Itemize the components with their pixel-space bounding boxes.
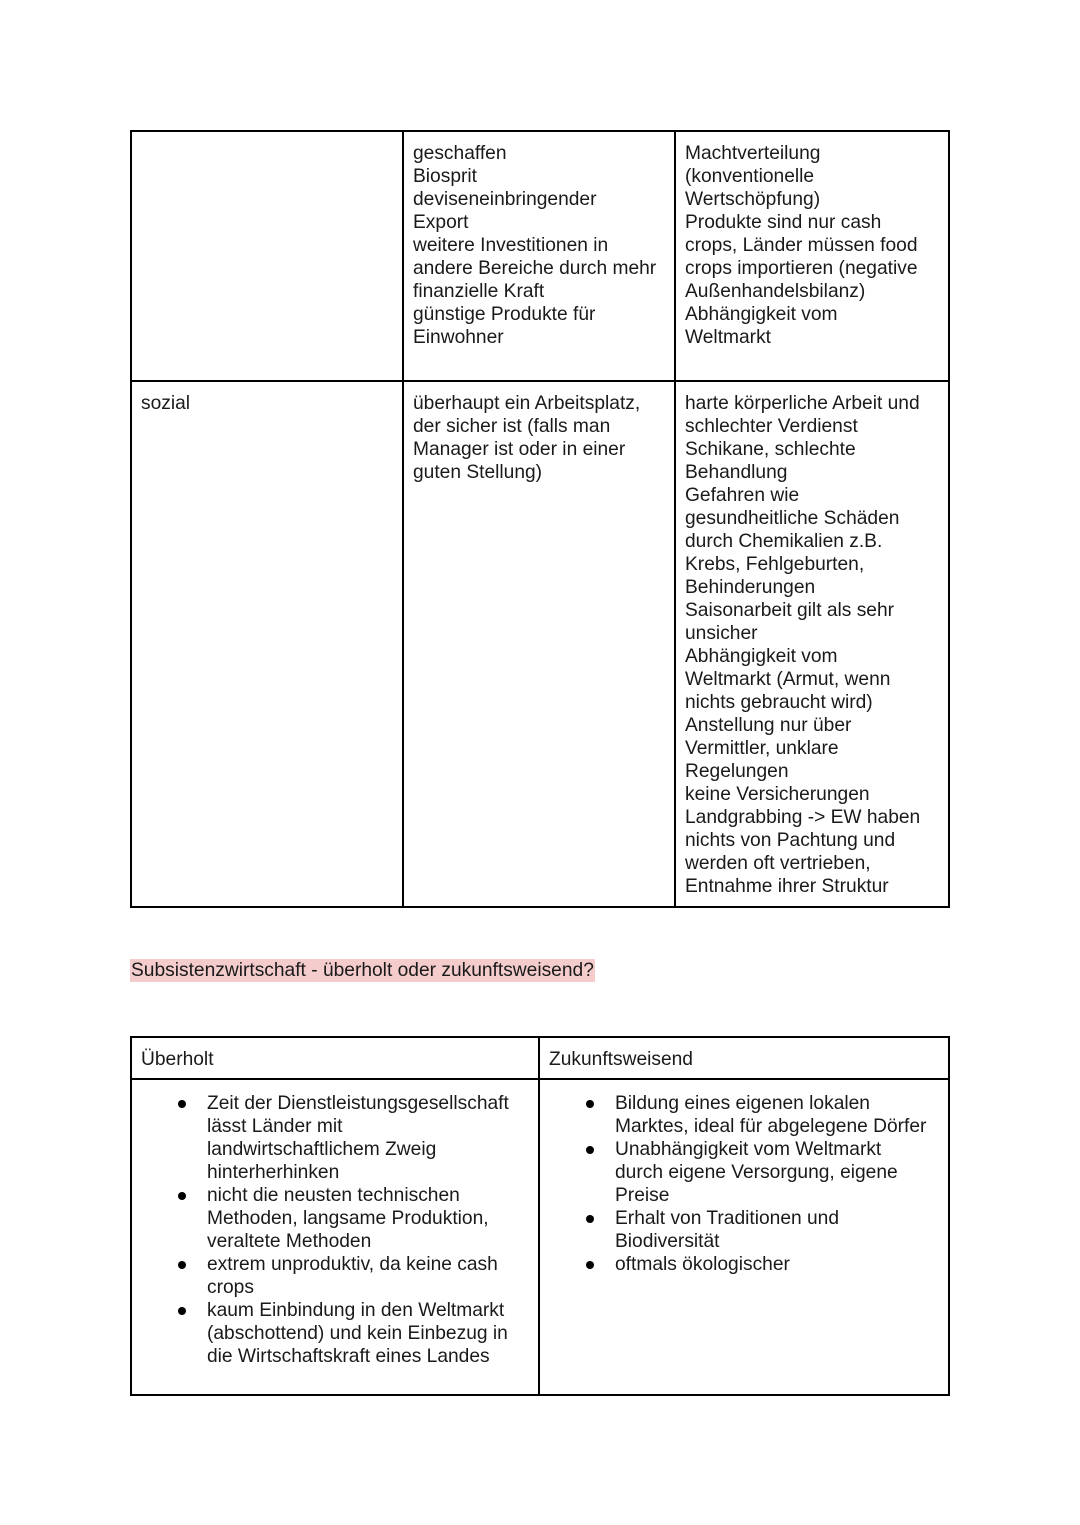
cell-line: werden oft vertrieben, <box>685 853 871 874</box>
cell-line: harte körperliche Arbeit und <box>685 393 920 414</box>
list-item-line: (abschottend) und kein Einbezug in <box>207 1323 508 1344</box>
cell-line: Saisonarbeit gilt als sehr <box>685 600 895 621</box>
list-item-line: Erhalt von Traditionen und <box>615 1208 840 1229</box>
cell-line: nichts von Pachtung und <box>685 830 896 851</box>
future-cell <box>539 1079 949 1395</box>
cell-line: geschaffen <box>413 143 507 164</box>
comparison-table <box>130 130 950 908</box>
outdated-list <box>141 1092 530 1368</box>
list-item <box>207 1299 530 1368</box>
cell-line: Einwohner <box>413 327 504 348</box>
cell-line: keine Versicherungen <box>685 784 870 805</box>
cell-line: schlechter Verdienst <box>685 416 858 437</box>
list-item-line: durch eigene Versorgung, eigene <box>615 1162 898 1183</box>
cell-line: Machtverteilung <box>685 143 821 164</box>
header-outdated: Überholt <box>131 1037 539 1079</box>
cell-line: Produkte sind nur cash <box>685 212 882 233</box>
cell-line: weitere Investitionen in <box>413 235 609 256</box>
cell-line: überhaupt ein Arbeitsplatz, <box>413 393 641 414</box>
cell-line: (konventionelle <box>685 166 815 187</box>
cell-line: Schikane, schlechte <box>685 439 856 460</box>
list-item-line: Bildung eines eigenen lokalen <box>615 1093 870 1114</box>
cell-line: crops importieren (negative <box>685 258 918 279</box>
cell-line: Manager ist oder in einer <box>413 439 626 460</box>
disadvantages-cell <box>675 381 949 907</box>
cell-line: deviseneinbringender <box>413 189 597 210</box>
table-row <box>131 131 949 381</box>
cell-line: unsicher <box>685 623 758 644</box>
list-item-line: landwirtschaftlichem Zweig <box>207 1139 437 1160</box>
cell-line: günstige Produkte für <box>413 304 596 325</box>
cell-line: finanzielle Kraft <box>413 281 545 302</box>
list-item <box>207 1253 530 1299</box>
cell-line: der sicher ist (falls man <box>413 416 611 437</box>
list-item-line: Zeit der Dienstleistungsgesellschaft <box>207 1093 509 1114</box>
cell-line: Weltmarkt (Armut, wenn <box>685 669 891 690</box>
list-item-line: hinterherhinken <box>207 1162 340 1183</box>
list-item-line: Methoden, langsame Produktion, <box>207 1208 489 1229</box>
list-item-line: die Wirtschaftskraft eines Landes <box>207 1346 490 1367</box>
cell-line: Entnahme ihrer Struktur <box>685 876 889 897</box>
list-item-line: kaum Einbindung in den Weltmarkt <box>207 1300 505 1321</box>
cell-line: andere Bereiche durch mehr <box>413 258 657 279</box>
cell-line: Vermittler, unklare <box>685 738 839 759</box>
list-item <box>615 1138 940 1207</box>
cell-line: durch Chemikalien z.B. <box>685 531 883 552</box>
category-cell <box>131 131 403 381</box>
cell-line: Abhängigkeit vom <box>685 646 838 667</box>
list-item <box>207 1092 530 1184</box>
table-row <box>131 1079 949 1395</box>
cell-line: gesundheitliche Schäden <box>685 508 900 529</box>
cell-line: Landgrabbing -> EW haben <box>685 807 921 828</box>
list-item-line: nicht die neusten technischen <box>207 1185 460 1206</box>
cell-line: crops, Länder müssen food <box>685 235 918 256</box>
list-item <box>207 1184 530 1253</box>
cell-line: Behinderungen <box>685 577 816 598</box>
table-row <box>131 381 949 907</box>
cell-line: Behandlung <box>685 462 788 483</box>
list-item <box>615 1253 940 1276</box>
cell-line: Abhängigkeit vom <box>685 304 838 325</box>
subsistence-table <box>130 1036 950 1396</box>
cell-line: Biosprit <box>413 166 477 187</box>
category-cell: sozial <box>131 381 403 907</box>
list-item-line: Unabhängigkeit vom Weltmarkt <box>615 1139 882 1160</box>
list-item-line: crops <box>207 1277 254 1298</box>
cell-line: Regelungen <box>685 761 789 782</box>
list-item-line: extrem unproduktiv, da keine cash <box>207 1254 498 1275</box>
list-item <box>615 1207 940 1253</box>
cell-line: Weltmarkt <box>685 327 771 348</box>
advantages-cell <box>403 381 675 907</box>
cell-line: Gefahren wie <box>685 485 800 506</box>
section-heading: Subsistenzwirtschaft - überholt oder zukunftsweisend? <box>131 960 594 981</box>
disadvantages-cell <box>675 131 949 381</box>
outdated-cell <box>131 1079 539 1395</box>
list-item-line: lässt Länder mit <box>207 1116 343 1137</box>
list-item-line: Preise <box>615 1185 670 1206</box>
list-item-line: Marktes, ideal für abgelegene Dörfer <box>615 1116 927 1137</box>
cell-line: Anstellung nur über <box>685 715 852 736</box>
cell-line: Außenhandelsbilanz) <box>685 281 866 302</box>
list-item <box>615 1092 940 1138</box>
list-item-line: Biodiversität <box>615 1231 720 1252</box>
cell-line: Krebs, Fehlgeburten, <box>685 554 865 575</box>
advantages-cell <box>403 131 675 381</box>
table-header-row <box>131 1037 949 1079</box>
cell-line: nichts gebraucht wird) <box>685 692 873 713</box>
list-item-line: oftmals ökologischer <box>615 1254 790 1275</box>
cell-line: Wertschöpfung) <box>685 189 821 210</box>
list-item-line: veraltete Methoden <box>207 1231 372 1252</box>
header-future-oriented: Zukunftsweisend <box>539 1037 949 1079</box>
cell-line: Export <box>413 212 469 233</box>
future-list <box>549 1092 940 1276</box>
cell-line: guten Stellung) <box>413 462 543 483</box>
